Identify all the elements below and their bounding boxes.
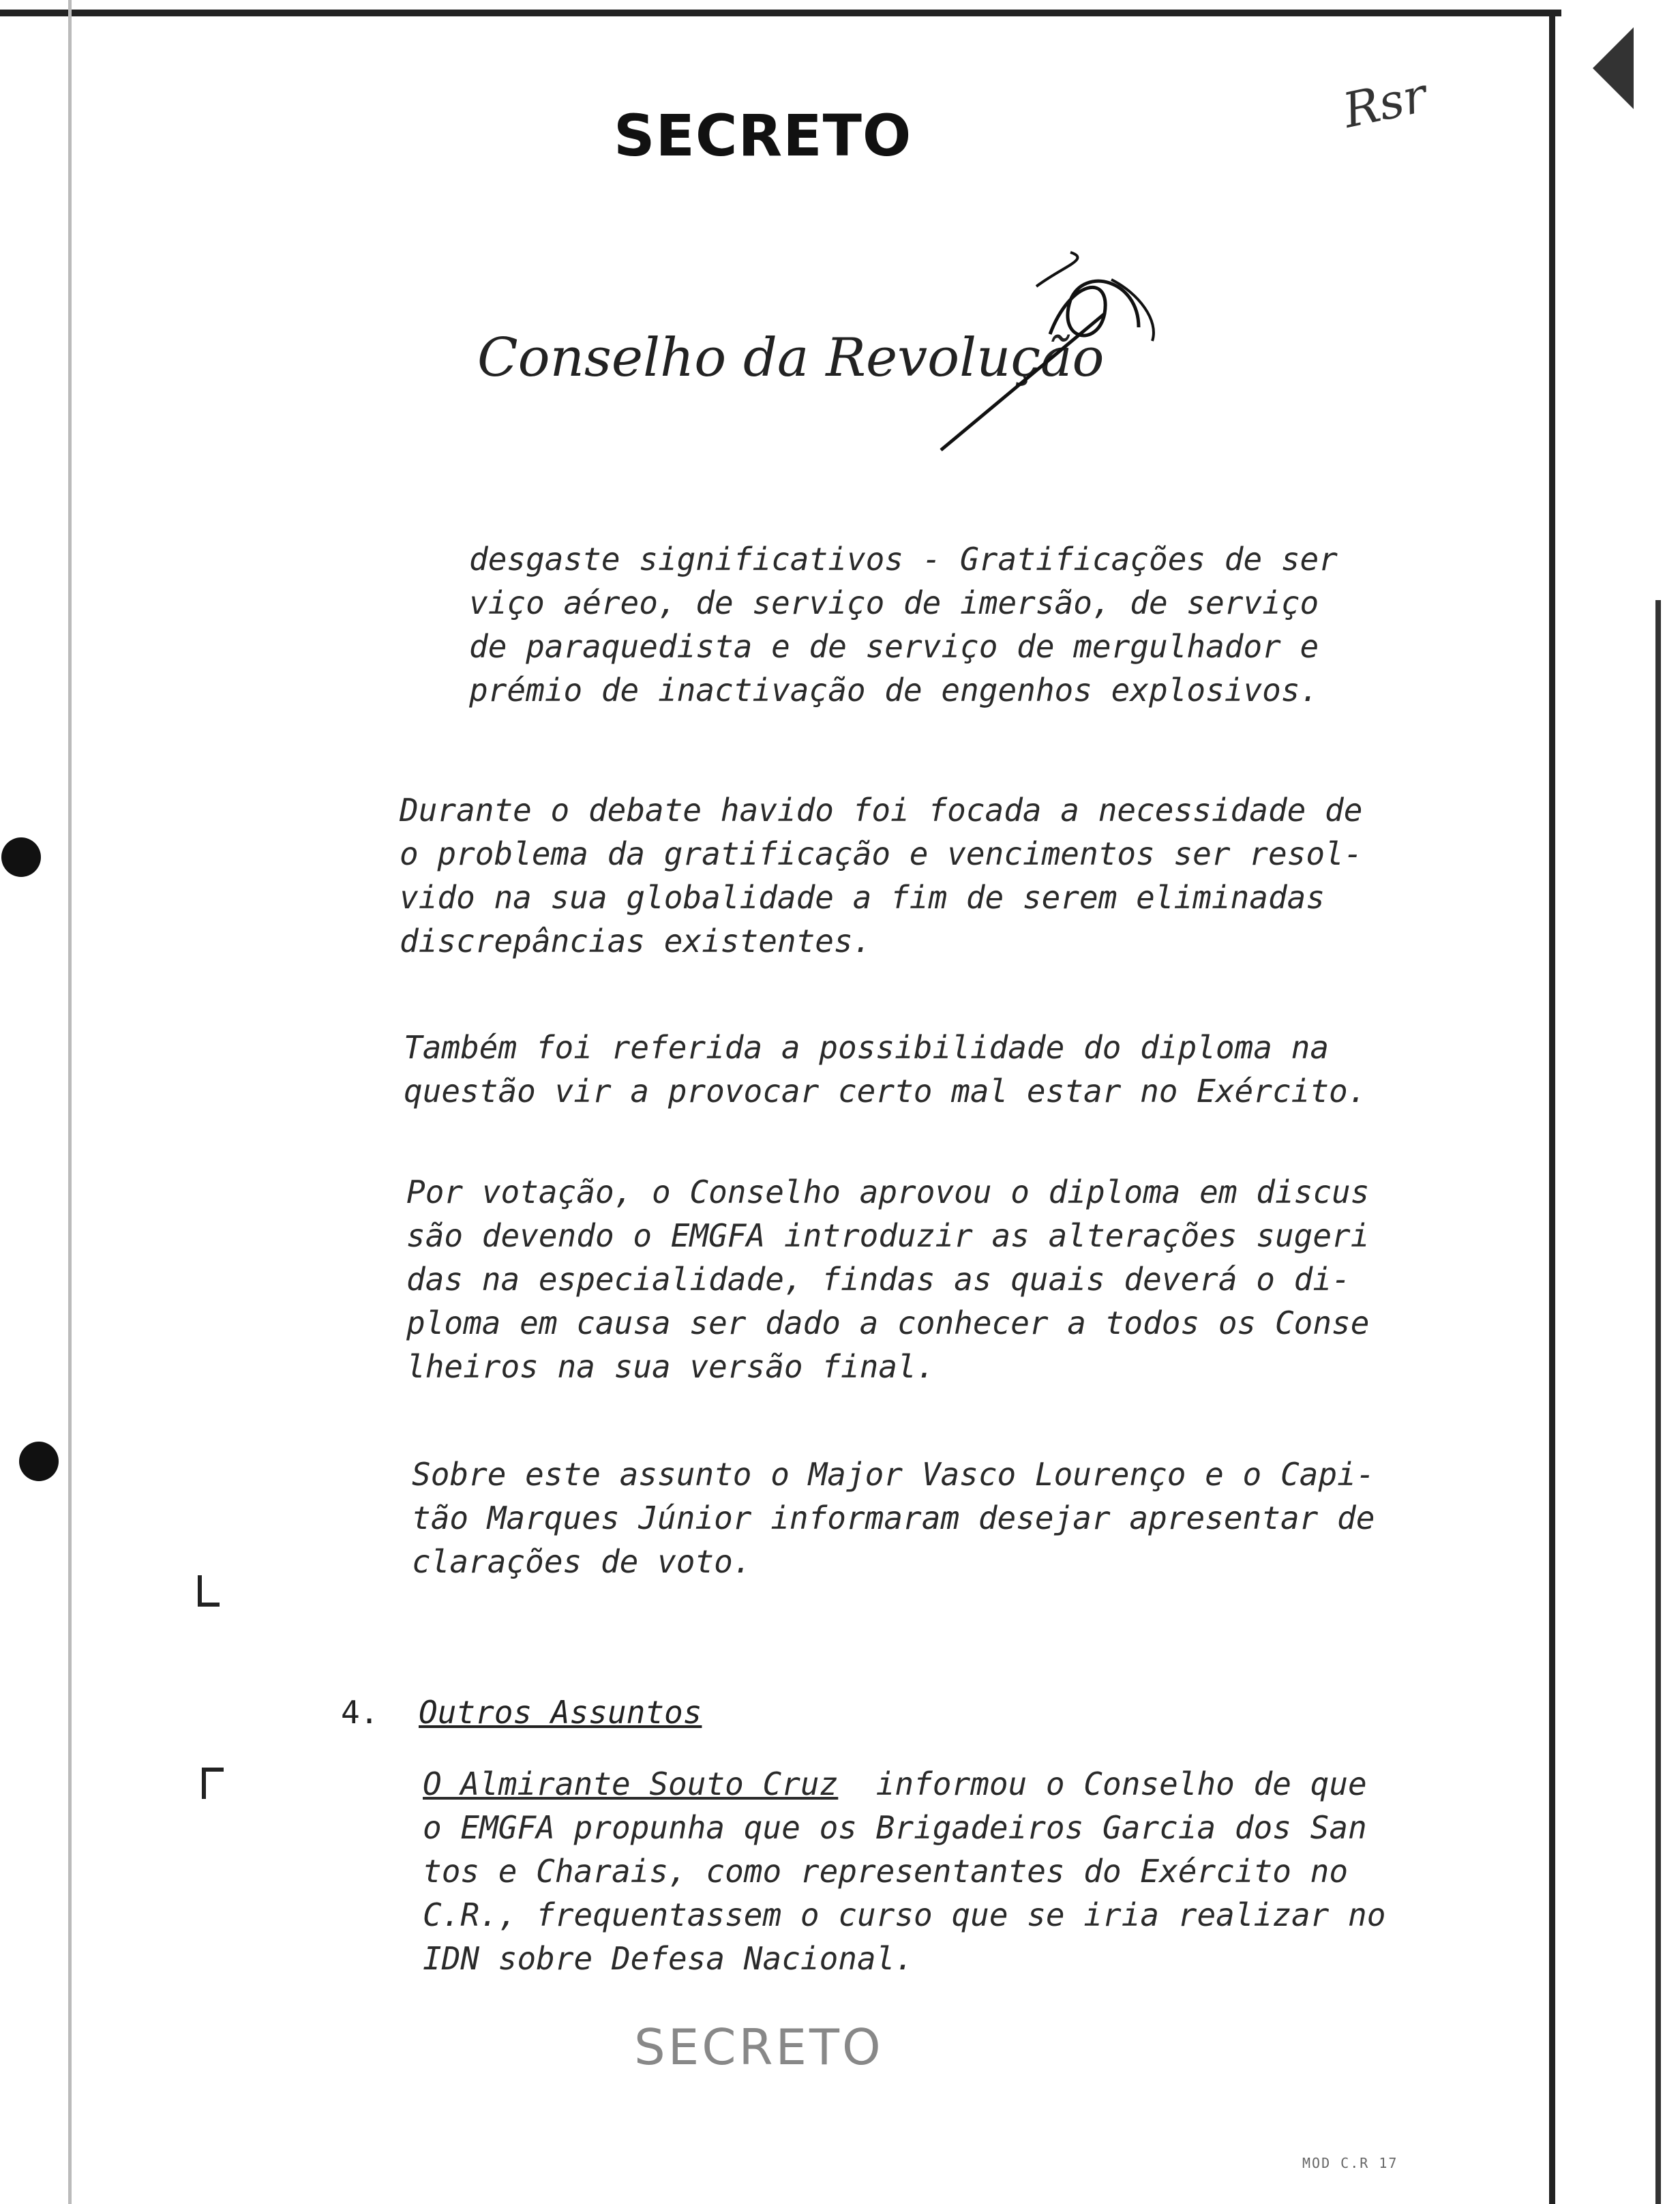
signature-icon	[934, 239, 1207, 464]
text-line: IDN sobre Defesa Nacional.	[423, 1940, 914, 1977]
paragraph-debate	[400, 788, 1362, 963]
text-line: desgaste significativos - Gratificações de ser	[469, 541, 1338, 578]
text-line: Por votação, o Conselho aprovou o diploma em discus	[406, 1174, 1370, 1210]
text-line: tos e Charais, como representantes do Exército no	[423, 1853, 1349, 1890]
letterhead-title: Conselho da Revolução	[477, 327, 1105, 389]
section-title: Outros Assuntos	[419, 1694, 702, 1731]
text-line: Durante o debate havido foi focada a necessidade de	[400, 792, 1363, 829]
text-line: ploma em causa ser dado a conhecer a todos os Conse	[406, 1305, 1370, 1341]
text-line: lheiros na sua versão final.	[406, 1348, 935, 1385]
text-line: são devendo o EMGFA introduzir as alterações sugeri	[406, 1217, 1370, 1254]
section-number: 4.	[341, 1694, 379, 1731]
paragraph-army-concern	[404, 1026, 1366, 1113]
text-line: o problema da gratificação e vencimentos ser resol-	[400, 835, 1363, 872]
text-line: o EMGFA propunha que os Brigadeiros Garcia dos San	[423, 1809, 1367, 1846]
text-line: discrepâncias existentes.	[400, 923, 872, 959]
text-line: vido na sua globalidade a fim de serem eliminadas	[400, 879, 1325, 916]
right-edge-line	[1549, 14, 1555, 2204]
text-line: tão Marques Júnior informaram desejar apresentar de	[412, 1500, 1375, 1536]
text-line: Também foi referida a possibilidade do diploma na	[404, 1029, 1330, 1066]
paragraph-vote	[406, 1170, 1369, 1388]
text-line: informou o Conselho de que	[875, 1766, 1367, 1802]
text-line: prémio de inactivação de engenhos explosivos.	[469, 672, 1319, 709]
text-line: questão vir a provocar certo mal estar no Exército.	[404, 1073, 1367, 1110]
margin-bracket-bottom	[198, 1575, 220, 1607]
handwritten-initials: Rsr	[1338, 67, 1432, 139]
footer-classification-stamp: SECRETO	[634, 2019, 884, 2076]
binding-notch	[1593, 27, 1634, 109]
text-line: Sobre este assunto o Major Vasco Lourenço e o Capi-	[412, 1456, 1375, 1493]
left-edge-line	[68, 0, 72, 2204]
punch-hole-top	[1, 837, 41, 877]
paragraph-other-matters	[423, 1762, 1385, 1980]
text-line: das na especialidade, findas as quais deverá o di-	[406, 1261, 1351, 1298]
right-edge-outer-line	[1655, 600, 1661, 2204]
text-line: viço aéreo, de serviço de imersão, de serviço	[469, 584, 1319, 621]
paragraph-allowances	[469, 537, 1338, 712]
form-code: MOD C.R 17	[1302, 2155, 1398, 2171]
speaker-name: O Almirante Souto Cruz	[423, 1766, 839, 1802]
classification-heading: SECRETO	[614, 102, 912, 169]
punch-hole-bottom	[19, 1442, 59, 1481]
paragraph-declarations	[412, 1453, 1375, 1583]
margin-bracket-top	[202, 1768, 224, 1799]
top-border	[0, 10, 1561, 16]
text-line: C.R., frequentassem o curso que se iria realizar no	[423, 1896, 1386, 1933]
text-line: de paraquedista e de serviço de mergulhador e	[469, 628, 1319, 665]
text-line: clarações de voto.	[412, 1543, 752, 1580]
